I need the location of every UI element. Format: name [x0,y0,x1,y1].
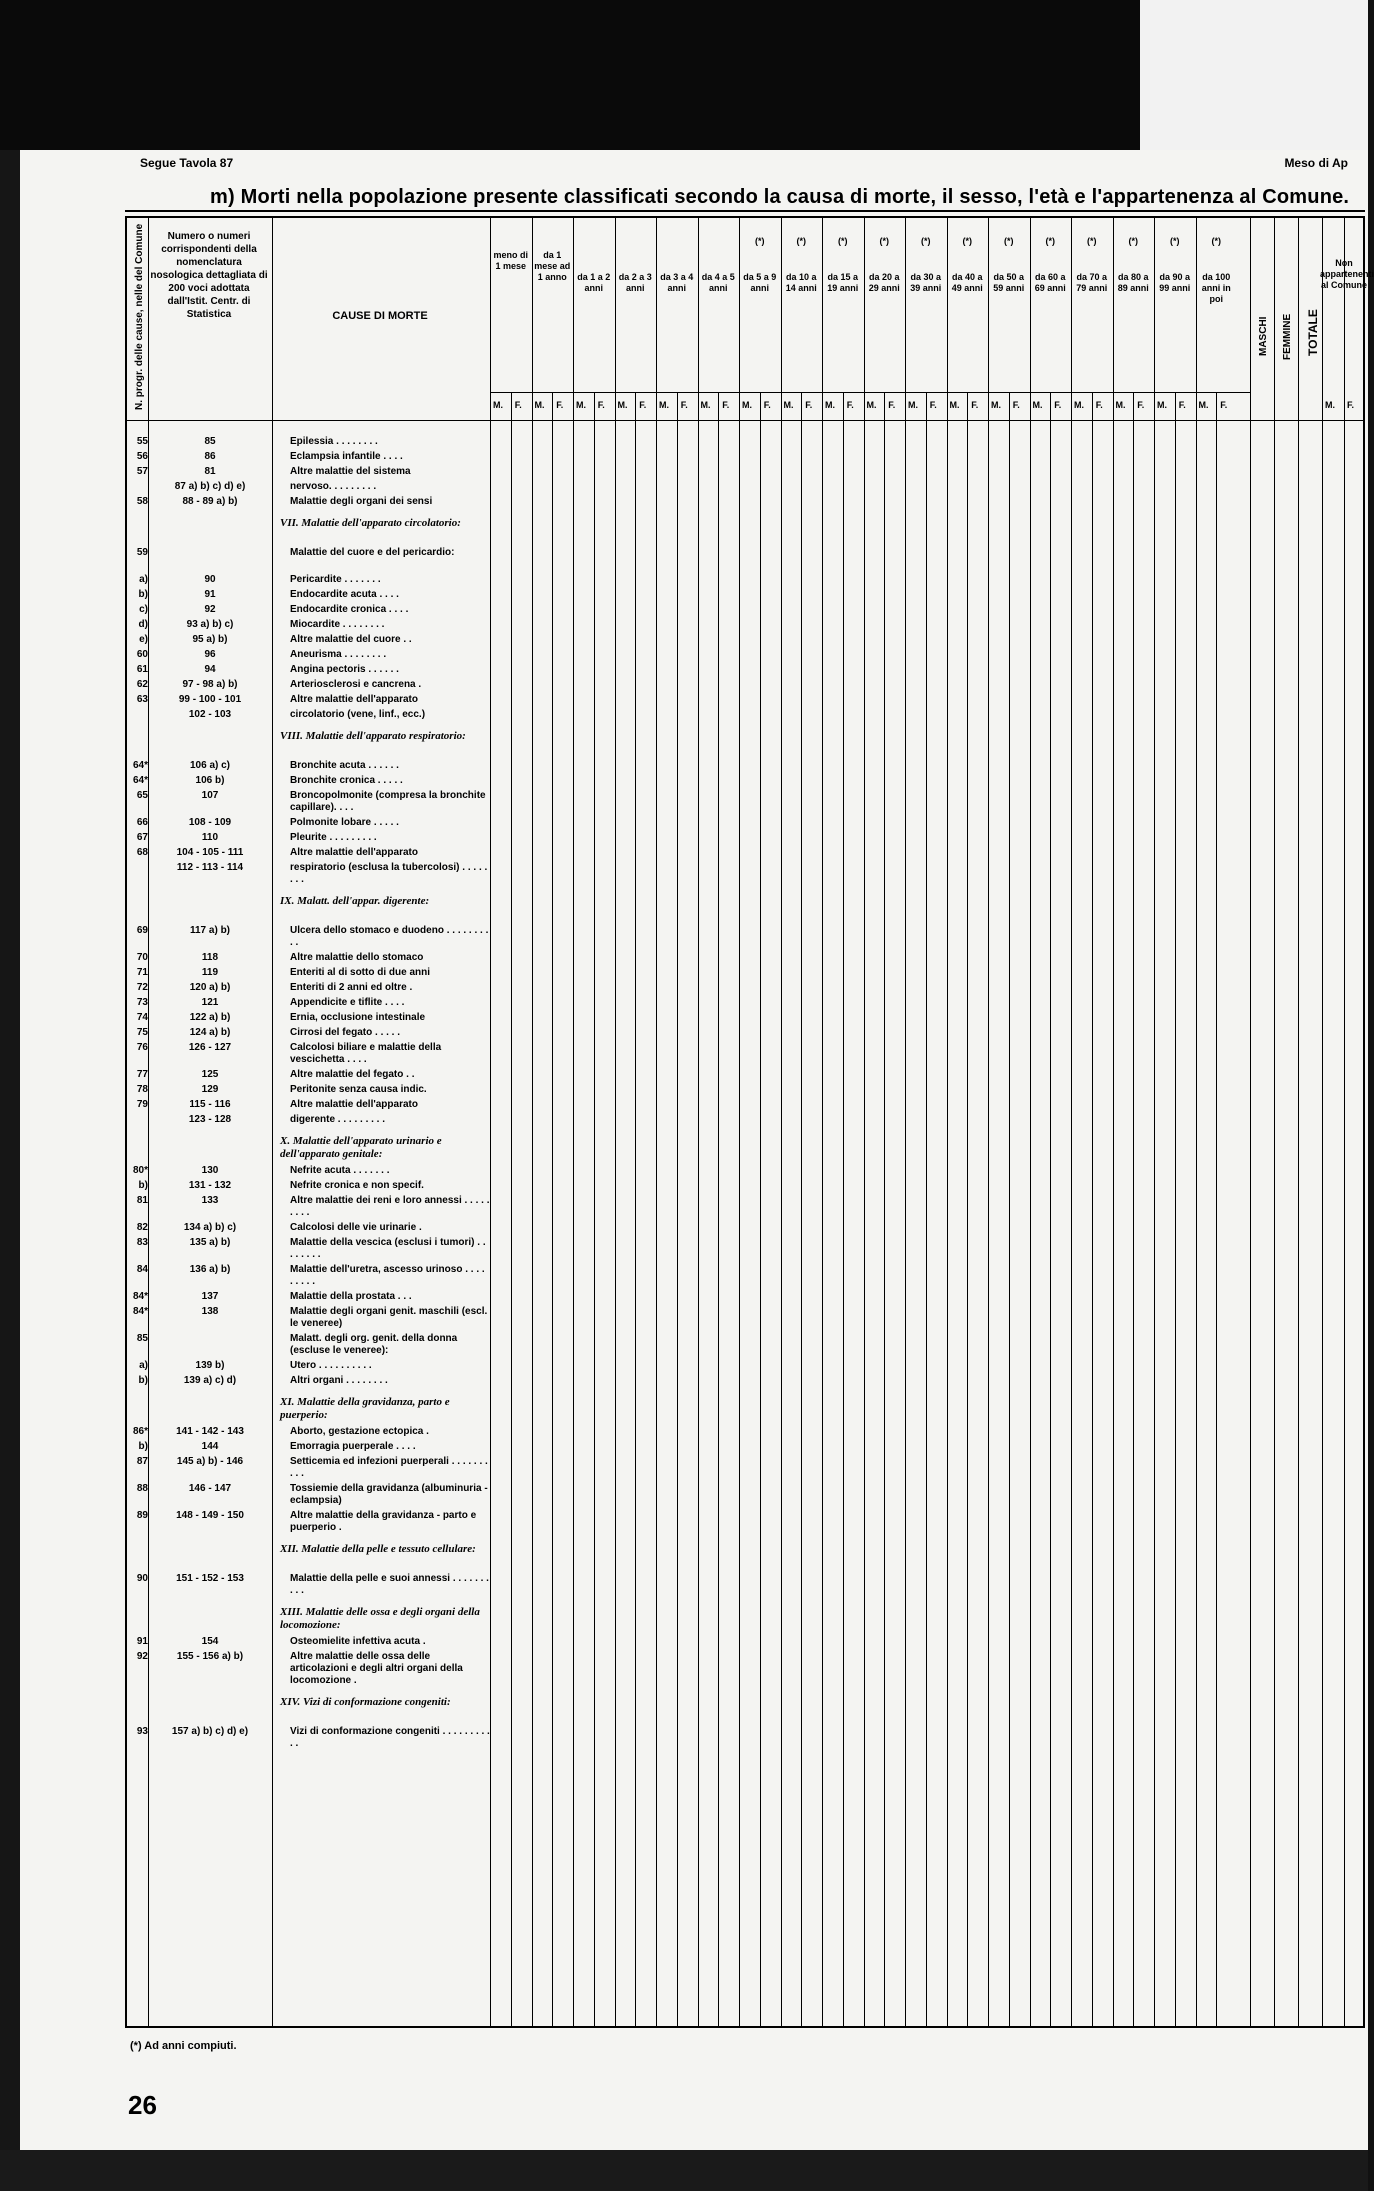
row-nomenclature-code: 154 [201,1636,219,1647]
age-column-divider [905,216,906,2028]
male-subheader: M. [1074,400,1084,410]
row-nomenclature-code: 112 - 113 - 114 [176,862,244,873]
total-column-divider [1344,216,1345,2028]
sex-subcolumn-divider [967,392,968,2028]
female-subheader: F. [1178,400,1186,410]
age-footnote-mark: (*) [1045,236,1055,246]
row-cause-of-death: Calcolosi delle vie urinarie . [290,1222,422,1233]
row-cause-of-death: Ernia, occlusione intestinale [290,1012,426,1023]
age-group-header: da 30 a 39 anni [910,272,942,293]
row-cause-of-death: Malattie della prostata . . . [290,1291,412,1302]
sex-subcolumn-divider [594,392,595,2028]
female-subheader: F. [1095,400,1103,410]
row-nomenclature-code: 144 [201,1441,219,1452]
row-progressive-number: 84 [136,1264,148,1275]
row-cause-of-death: Appendicite e tiflite . . . . [290,997,405,1008]
row-progressive-number: 60 [136,649,148,660]
row-nomenclature-code: 104 - 105 - 111 [176,847,244,858]
row-cause-of-death: Cirrosi del fegato . . . . . [290,1027,401,1038]
row-cause-of-death: Malattie degli organi genit. maschili (escl. le veneree) [290,1306,488,1329]
row-cause-of-death: Polmonite lobare . . . . . [290,817,399,828]
row-nomenclature-code: 133 [201,1195,219,1206]
row-nomenclature-code: 117 a) b) [189,925,231,936]
row-nomenclature-code: 148 - 149 - 150 [176,1510,244,1521]
age-group-header: da 2 a 3 anni [618,272,652,293]
male-subheader: M. [991,400,1001,410]
sex-subcolumn-divider [843,392,844,2028]
row-nomenclature-code: 102 - 103 [188,709,232,720]
age-group-header: da 70 a 79 anni [1076,272,1108,293]
section-heading: XII. Malattie della pelle e tessuto cellulare: [280,1543,476,1555]
row-nomenclature-code: 95 a) b) [192,634,228,645]
row-cause-of-death: Malattie della vescica (esclusi i tumori) . . . . . . . . [290,1237,486,1260]
age-group-header: da 80 a 89 anni [1117,272,1149,293]
bottom-dark-border [0,2150,1368,2191]
row-progressive-number: 82 [136,1222,148,1233]
male-subheader: M. [783,400,794,410]
row-nomenclature-code: 134 a) b) c) [183,1222,237,1233]
age-footnote-mark: (*) [1004,236,1014,246]
row-progressive-number: 67 [136,832,148,843]
row-nomenclature-code: 90 [204,574,216,585]
row-progressive-number: 65 [136,790,148,801]
causes-header: CAUSE DI MORTE [332,310,428,322]
row-progressive-number: 83 [136,1237,148,1248]
row-progressive-number: d) [138,619,148,630]
male-subheader: M. [700,400,711,410]
sex-subcolumn-divider [926,392,927,2028]
age-group-header: da 90 a 99 anni [1159,272,1191,293]
sex-subcolumn-divider [1050,392,1051,2028]
row-cause-of-death: Altre malattie dell'apparato [290,694,418,705]
sex-subcolumn-divider [1175,392,1176,2028]
page-title: m) Morti nella popolazione presente classificati secondo la causa di morte, il sesso, l'età e l'appartenenza al Comune. [210,186,1350,208]
row-progressive-number: 89 [136,1510,148,1521]
row-nomenclature-code: 106 a) c) [189,760,231,771]
row-nomenclature-code: 121 [201,997,219,1008]
non-appartenenti-header: Non appartenenti al Comune [1320,258,1374,290]
row-cause-of-death: Tossiemie della gravidanza (albuminuria - eclampsia) [290,1483,488,1506]
row-cause-of-death: Ulcera dello stomaco e duodeno . . . . . . . . . . [290,925,489,948]
row-nomenclature-code: 131 - 132 [188,1180,232,1191]
age-group-header: da 3 a 4 anni [660,272,694,293]
row-cause-of-death: Enteriti di 2 anni ed oltre . [290,982,413,993]
age-footnote-mark: (*) [962,236,972,246]
female-subheader: F. [971,400,979,410]
male-subheader: M. [1032,400,1043,410]
male-subheader: M. [949,400,960,410]
row-cause-of-death: Nefrite cronica e non specif. [290,1180,424,1191]
sex-subcolumn-divider [1092,392,1093,2028]
row-cause-of-death: Broncopolmonite (compresa la bronchite capillare). . . . [290,790,486,813]
age-footnote-mark: (*) [755,236,765,246]
row-cause-of-death: Malattie del cuore e del pericardio: [290,547,455,558]
row-progressive-number: 75 [136,1027,148,1038]
row-cause-of-death: Aneurisma . . . . . . . . [290,649,387,660]
row-nomenclature-code: 157 a) b) c) d) e) [171,1726,249,1737]
row-progressive-number: 80* [132,1165,148,1176]
running-header-right: Meso di Ap [1284,156,1348,170]
row-cause-of-death: Utero . . . . . . . . . . [290,1360,372,1371]
row-nomenclature-code: 115 - 116 [189,1099,231,1110]
row-nomenclature-code: 145 a) b) - 146 [176,1456,244,1467]
row-cause-of-death: Malattie della pelle e suoi annessi . . . . . . . . . . [290,1573,489,1596]
section-heading: X. Malattie dell'apparato urinario e dell'apparato genitale: [280,1135,442,1160]
male-subheader: M. [825,400,835,410]
row-cause-of-death: Calcolosi biliare e malattie della vescichetta . . . . [290,1042,442,1065]
row-cause-of-death: Vizi di conformazione congeniti . . . . . . . . . . . [290,1726,490,1749]
row-cause-of-death: Angina pectoris . . . . . . [290,664,399,675]
section-heading: IX. Malatt. dell'appar. digerente: [280,895,430,907]
row-progressive-number: a) [139,574,148,585]
age-column-divider [864,216,865,2028]
row-nomenclature-code: 139 b) [195,1360,225,1371]
row-cause-of-death: Endocardite acuta . . . . [290,589,399,600]
row-cause-of-death: Altre malattie delle ossa delle articolazioni e degli altri organi della locomozione . [290,1651,463,1686]
age-footnote-mark: (*) [1170,236,1180,246]
female-subheader: F. [722,400,730,410]
row-cause-of-death: Altre malattie dell'apparato [290,847,418,858]
row-nomenclature-code: 151 - 152 - 153 [176,1573,244,1584]
row-cause-of-death: Epilessia . . . . . . . . [290,436,378,447]
row-nomenclature-code: 122 a) b) [189,1012,231,1023]
row-nomenclature-code: 126 - 127 [188,1042,232,1053]
row-progressive-number: 68 [136,847,148,858]
female-subheader: F. [888,400,896,410]
sex-subcolumn-divider [1216,392,1217,2028]
total-column-divider [1298,216,1299,2028]
age-footnote-mark: (*) [838,236,848,246]
section-heading: XIV. Vizi di conformazione congeniti: [280,1696,451,1708]
row-nomenclature-code: 96 [204,649,216,660]
row-progressive-number: b) [138,589,148,600]
age-footnote-mark: (*) [796,236,806,246]
row-nomenclature-code: 137 [201,1291,219,1302]
sex-subcolumn-divider [760,392,761,2028]
age-group-header: da 100 anni in poi [1201,272,1231,304]
row-cause-of-death: Enteriti al di sotto di due anni [290,967,431,978]
row-cause-of-death: Malattie degli organi dei sensi [290,496,433,507]
male-subheader: M. [576,400,586,410]
row-progressive-number: 76 [136,1042,148,1053]
title-rule [125,210,1365,212]
row-progressive-number: 72 [136,982,148,993]
maschi-header: MASCHI [1258,316,1269,356]
row-cause-of-death: Altre malattie del fegato . . [290,1069,415,1080]
male-subheader: M. [908,400,918,410]
row-cause-of-death: Altre malattie dello stomaco [290,952,424,963]
row-cause-of-death: Altre malattie dei reni e loro annessi . . . . . . . . . [290,1195,490,1218]
age-group-header: da 1 mese ad 1 anno [534,250,571,282]
age-footnote-mark: (*) [1128,236,1138,246]
page-number: 26 [128,2090,157,2120]
row-cause-of-death: respiratorio (esclusa la tubercolosi) . . . . . . . . [290,862,488,885]
row-progressive-number: 84* [132,1306,148,1317]
age-column-divider [1196,216,1197,2028]
row-nomenclature-code: 138 [201,1306,219,1317]
row-nomenclature-code: 129 [201,1084,219,1095]
row-progressive-number: 69 [136,925,148,936]
total-column-divider [1322,216,1323,2028]
row-nomenclature-code: 110 [201,832,219,843]
non-app-male-subheader: M. [1325,400,1335,410]
male-subheader: M. [534,400,545,410]
row-progressive-number: 56 [136,451,148,462]
sex-subcolumn-divider [635,392,636,2028]
age-column-divider [573,216,574,2028]
row-cause-of-death: Altre malattie dell'apparato [290,1099,418,1110]
row-progressive-number: 90 [136,1573,148,1584]
male-subheader: M. [1157,400,1167,410]
row-progressive-number: 61 [136,664,148,675]
row-progressive-number: 85 [136,1333,148,1344]
row-nomenclature-code: 141 - 142 - 143 [176,1426,244,1437]
sex-subcolumn-divider [552,392,553,2028]
age-group-header: da 15 a 19 anni [827,272,859,293]
sex-subcolumn-divider [511,392,512,2028]
row-cause-of-death: Arteriosclerosi e cancrena . [290,679,422,690]
femmine-header: FEMMINE [1282,313,1293,360]
row-progressive-number: b) [138,1180,148,1191]
footnote: (*) Ad anni compiuti. [130,2040,237,2052]
row-progressive-number: 55 [136,436,148,447]
row-cause-of-death: Osteomielite infettiva acuta . [290,1636,426,1647]
row-nomenclature-code: 123 - 128 [188,1114,232,1125]
row-cause-of-death: Endocardite cronica . . . . [290,604,409,615]
male-subheader: M. [617,400,628,410]
row-cause-of-death: Setticemia ed infezioni puerperali . . . . . . . . . . [290,1456,488,1479]
age-group-header: da 5 a 9 anni [743,272,777,293]
row-nomenclature-code: 88 - 89 a) b) [182,496,238,507]
age-footnote-mark: (*) [1087,236,1097,246]
row-cause-of-death: Bronchite acuta . . . . . . [290,760,399,771]
section-heading: XIII. Malattie delle ossa e degli organi della locomozione: [280,1606,480,1631]
female-subheader: F. [763,400,771,410]
age-column-divider [1071,216,1072,2028]
female-subheader: F. [1137,400,1145,410]
age-column-divider [739,216,740,2028]
row-cause-of-death: circolatorio (vene, linf., ecc.) [290,709,426,720]
row-progressive-number: b) [138,1375,148,1386]
row-progressive-number: 73 [136,997,148,1008]
row-progressive-number: a) [139,1360,148,1371]
age-column-divider [615,216,616,2028]
male-subheader: M. [742,400,752,410]
row-progressive-number: 79 [136,1099,148,1110]
row-progressive-number: b) [138,1441,148,1452]
row-progressive-number: 92 [136,1651,148,1662]
age-column-divider [656,216,657,2028]
section-heading: VII. Malattie dell'apparato circolatorio: [280,517,461,529]
female-subheader: F. [639,400,647,410]
age-column-divider [781,216,782,2028]
sex-subcolumn-divider [718,392,719,2028]
row-nomenclature-code: 81 [204,466,216,477]
row-cause-of-death: digerente . . . . . . . . . [290,1114,386,1125]
age-group-header: da 50 a 59 anni [993,272,1025,293]
sex-subcolumn-divider [1009,392,1010,2028]
male-subheader: M. [659,400,669,410]
male-subheader: M. [493,400,503,410]
header-bottom-rule [125,420,1365,421]
section-heading: VIII. Malattie dell'apparato respiratorio: [280,730,466,742]
row-progressive-number: e) [139,634,148,645]
row-progressive-number: 77 [136,1069,148,1080]
row-nomenclature-code: 87 a) b) c) d) e) [174,481,246,492]
age-group-header: da 10 a 14 anni [785,272,817,293]
row-progressive-number: 57 [136,466,148,477]
age-group-header: da 4 a 5 anni [701,272,735,293]
section-heading: XI. Malattie della gravidanza, parto e puerperio: [280,1396,450,1421]
total-column-divider [1250,216,1251,2028]
age-column-divider [947,216,948,2028]
vertical-header-progr: N. progr. delle cause, nelle del Comune [134,223,145,410]
row-progressive-number: 64* [132,760,148,771]
row-nomenclature-code: 93 a) b) c) [186,619,234,630]
row-nomenclature-code: 85 [204,436,216,447]
row-nomenclature-code: 118 [201,952,219,963]
row-nomenclature-code: 125 [201,1069,219,1080]
row-cause-of-death: Emorragia puerperale . . . . [290,1441,416,1452]
row-progressive-number: 63 [136,694,148,705]
age-column-divider [1030,216,1031,2028]
age-column-divider [988,216,989,2028]
age-group-header: da 40 a 49 anni [951,272,983,293]
row-nomenclature-code: 139 a) c) d) [183,1375,237,1386]
row-progressive-number: 88 [136,1483,148,1494]
nomenclature-header: Numero o numeri corrispondenti della nomenclatura nosologica dettagliata di 200 voci adottata dall'Istit. Centr. di Statistica [150,231,268,320]
row-progressive-number: 81 [136,1195,148,1206]
row-progressive-number: 66 [136,817,148,828]
row-cause-of-death: Pleurite . . . . . . . . . [290,832,377,843]
row-progressive-number: 64* [132,775,148,786]
row-nomenclature-code: 119 [201,967,219,978]
row-progressive-number: 91 [136,1636,148,1647]
row-nomenclature-code: 91 [204,589,216,600]
row-nomenclature-code: 120 a) b) [189,982,231,993]
age-group-header: meno di 1 mese [493,250,528,271]
male-subheader: M. [1115,400,1126,410]
sex-subcolumn-divider [1133,392,1134,2028]
row-progressive-number: 59 [136,547,148,558]
left-dark-border [0,150,20,2191]
female-subheader: F. [597,400,605,410]
female-subheader: F. [556,400,564,410]
row-progressive-number: 93 [136,1726,148,1737]
row-progressive-number: 87 [136,1456,148,1467]
divider [148,216,149,2028]
row-cause-of-death: Malattie dell'uretra, ascesso urinoso . . . . . . . . . [290,1264,485,1287]
row-nomenclature-code: 136 a) b) [189,1264,231,1275]
female-subheader: F. [1054,400,1062,410]
male-subheader: M. [1198,400,1209,410]
row-cause-of-death: Pericardite . . . . . . . [290,574,381,585]
age-column-divider [1113,216,1114,2028]
female-subheader: F. [929,400,937,410]
age-column-divider [698,216,699,2028]
row-nomenclature-code: 106 b) [195,775,225,786]
age-column-divider [822,216,823,2028]
row-progressive-number: 86* [132,1426,148,1437]
totale-header: TOTALE [1306,309,1320,356]
sex-subcolumn-divider [884,392,885,2028]
female-subheader: F. [805,400,813,410]
row-progressive-number: c) [139,604,148,615]
non-app-female-subheader: F. [1347,400,1355,410]
female-subheader: F. [680,400,688,410]
row-nomenclature-code: 92 [204,604,216,615]
row-cause-of-death: Malatt. degli org. genit. della donna (escluse le veneree): [290,1333,458,1356]
row-progressive-number: 74 [136,1012,148,1023]
female-subheader: F. [846,400,854,410]
row-cause-of-death: Miocardite . . . . . . . . [290,619,385,630]
total-column-divider [1274,216,1275,2028]
age-group-header: da 20 a 29 anni [868,272,900,293]
row-nomenclature-code: 155 - 156 a) b) [176,1651,244,1662]
row-progressive-number: 71 [136,967,148,978]
row-cause-of-death: Altre malattie del cuore . . [290,634,412,645]
female-subheader: F. [1012,400,1020,410]
row-nomenclature-code: 86 [204,451,216,462]
row-cause-of-death: Nefrite acuta . . . . . . . [290,1165,390,1176]
row-cause-of-death: Aborto, gestazione ectopica . [290,1426,429,1437]
row-cause-of-death: Peritonite senza causa indic. [290,1084,427,1095]
sex-subcolumn-divider [801,392,802,2028]
row-nomenclature-code: 99 - 100 - 101 [178,694,242,705]
sex-subcolumn-divider [677,392,678,2028]
sex-row-rule [490,392,1250,393]
row-nomenclature-code: 108 - 109 [188,817,232,828]
row-nomenclature-code: 124 a) b) [189,1027,231,1038]
row-cause-of-death: Altri organi . . . . . . . . [290,1375,388,1386]
row-progressive-number: 84* [132,1291,148,1302]
female-subheader: F. [514,400,522,410]
running-header-left: Segue Tavola 87 [140,156,234,170]
age-footnote-mark: (*) [1211,236,1221,246]
row-nomenclature-code: 97 - 98 a) b) [182,679,238,690]
age-column-divider [1154,216,1155,2028]
row-cause-of-death: Eclampsia infantile . . . . [290,451,403,462]
row-progressive-number: 78 [136,1084,148,1095]
row-cause-of-death: Altre malattie del sistema [290,466,411,477]
age-footnote-mark: (*) [921,236,931,246]
row-nomenclature-code: 135 a) b) [189,1237,231,1248]
row-progressive-number: 58 [136,496,148,507]
row-progressive-number: 70 [136,952,148,963]
row-cause-of-death: nervoso. . . . . . . . . [290,481,377,492]
age-column-divider [532,216,533,2028]
age-footnote-mark: (*) [879,236,889,246]
row-cause-of-death: Bronchite cronica . . . . . [290,775,403,786]
age-column-divider [490,216,491,2028]
age-group-header: da 60 a 69 anni [1034,272,1066,293]
divider [272,216,273,2028]
row-progressive-number: 62 [136,679,148,690]
row-nomenclature-code: 94 [204,664,216,675]
female-subheader: F. [1220,400,1228,410]
row-nomenclature-code: 130 [201,1165,219,1176]
male-subheader: M. [866,400,877,410]
row-nomenclature-code: 146 - 147 [188,1483,232,1494]
row-cause-of-death: Altre malattie della gravidanza - parto e puerperio . [290,1510,477,1533]
top-right-white-area [1140,0,1368,150]
age-group-header: da 1 a 2 anni [577,272,611,293]
row-nomenclature-code: 107 [201,790,219,801]
